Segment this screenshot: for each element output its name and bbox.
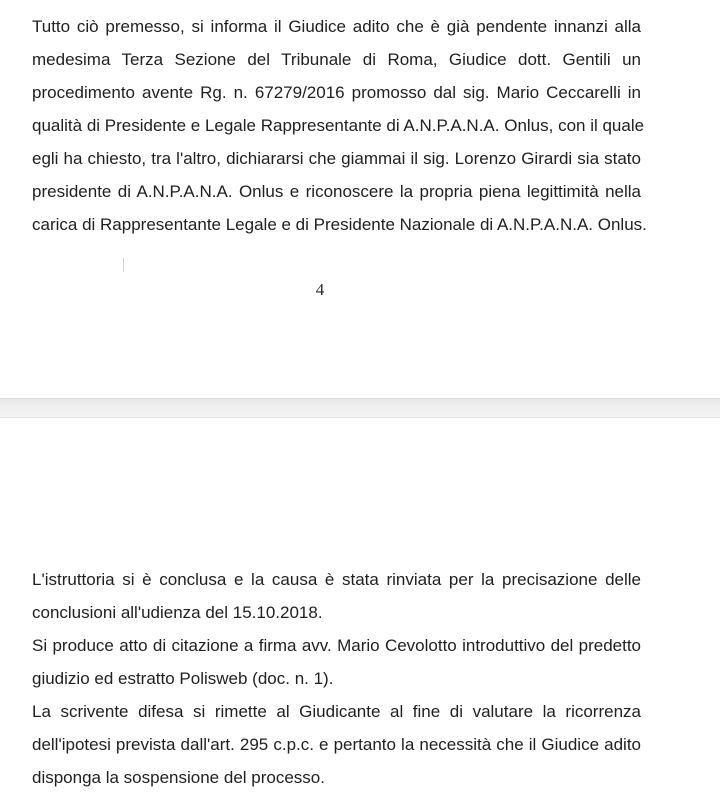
text-line: La scrivente difesa si rimette al Giudicante al fine di valutare la ricorrenza bbox=[32, 702, 641, 721]
document-page-5 bbox=[0, 418, 720, 795]
paragraph-conclusion bbox=[32, 563, 641, 794]
text-line: egli ha chiesto, tra l'altro, dichiararsi che giammai il sig. Lorenzo Girardi sia stato bbox=[32, 149, 641, 168]
text-line: procedimento avente Rg. n. 67279/2016 promosso dal sig. Mario Ceccarelli in bbox=[32, 83, 641, 102]
text-line: Si produce atto di citazione a firma avv. Mario Cevolotto introduttivo del predetto bbox=[32, 636, 641, 655]
text-line: qualità di Presidente e Legale Rappresentante di A.N.P.A.N.A. Onlus, con il quale bbox=[32, 116, 645, 135]
text-line: presidente di A.N.P.A.N.A. Onlus e riconoscere la propria piena legittimità nella bbox=[32, 182, 641, 201]
text-line: Tutto ciò premesso, si informa il Giudice adito che è già pendente innanzi alla bbox=[32, 17, 641, 36]
page-number: 4 bbox=[315, 280, 325, 299]
paragraph-pending-proceeding bbox=[32, 10, 647, 241]
text-line: giudizio ed estratto Polisweb (doc. n. 1). bbox=[32, 669, 334, 688]
text-line: L'istruttoria si è conclusa e la causa è stata rinviata per la precisazione delle bbox=[32, 570, 641, 589]
text-line: disponga la sospensione del processo. bbox=[32, 768, 325, 787]
text-line: medesima Terza Sezione del Tribunale di Roma, Giudice dott. Gentili un bbox=[32, 50, 641, 69]
text-line: dell'ipotesi prevista dall'art. 295 c.p.c. e pertanto la necessità che il Giudice adito bbox=[32, 735, 641, 754]
text-line: conclusioni all'udienza del 15.10.2018. bbox=[32, 603, 323, 622]
page-separator bbox=[0, 398, 720, 418]
scan-mark bbox=[123, 258, 124, 272]
text-line: carica di Rappresentante Legale e di Presidente Nazionale di A.N.P.A.N.A. Onlus. bbox=[32, 215, 647, 234]
